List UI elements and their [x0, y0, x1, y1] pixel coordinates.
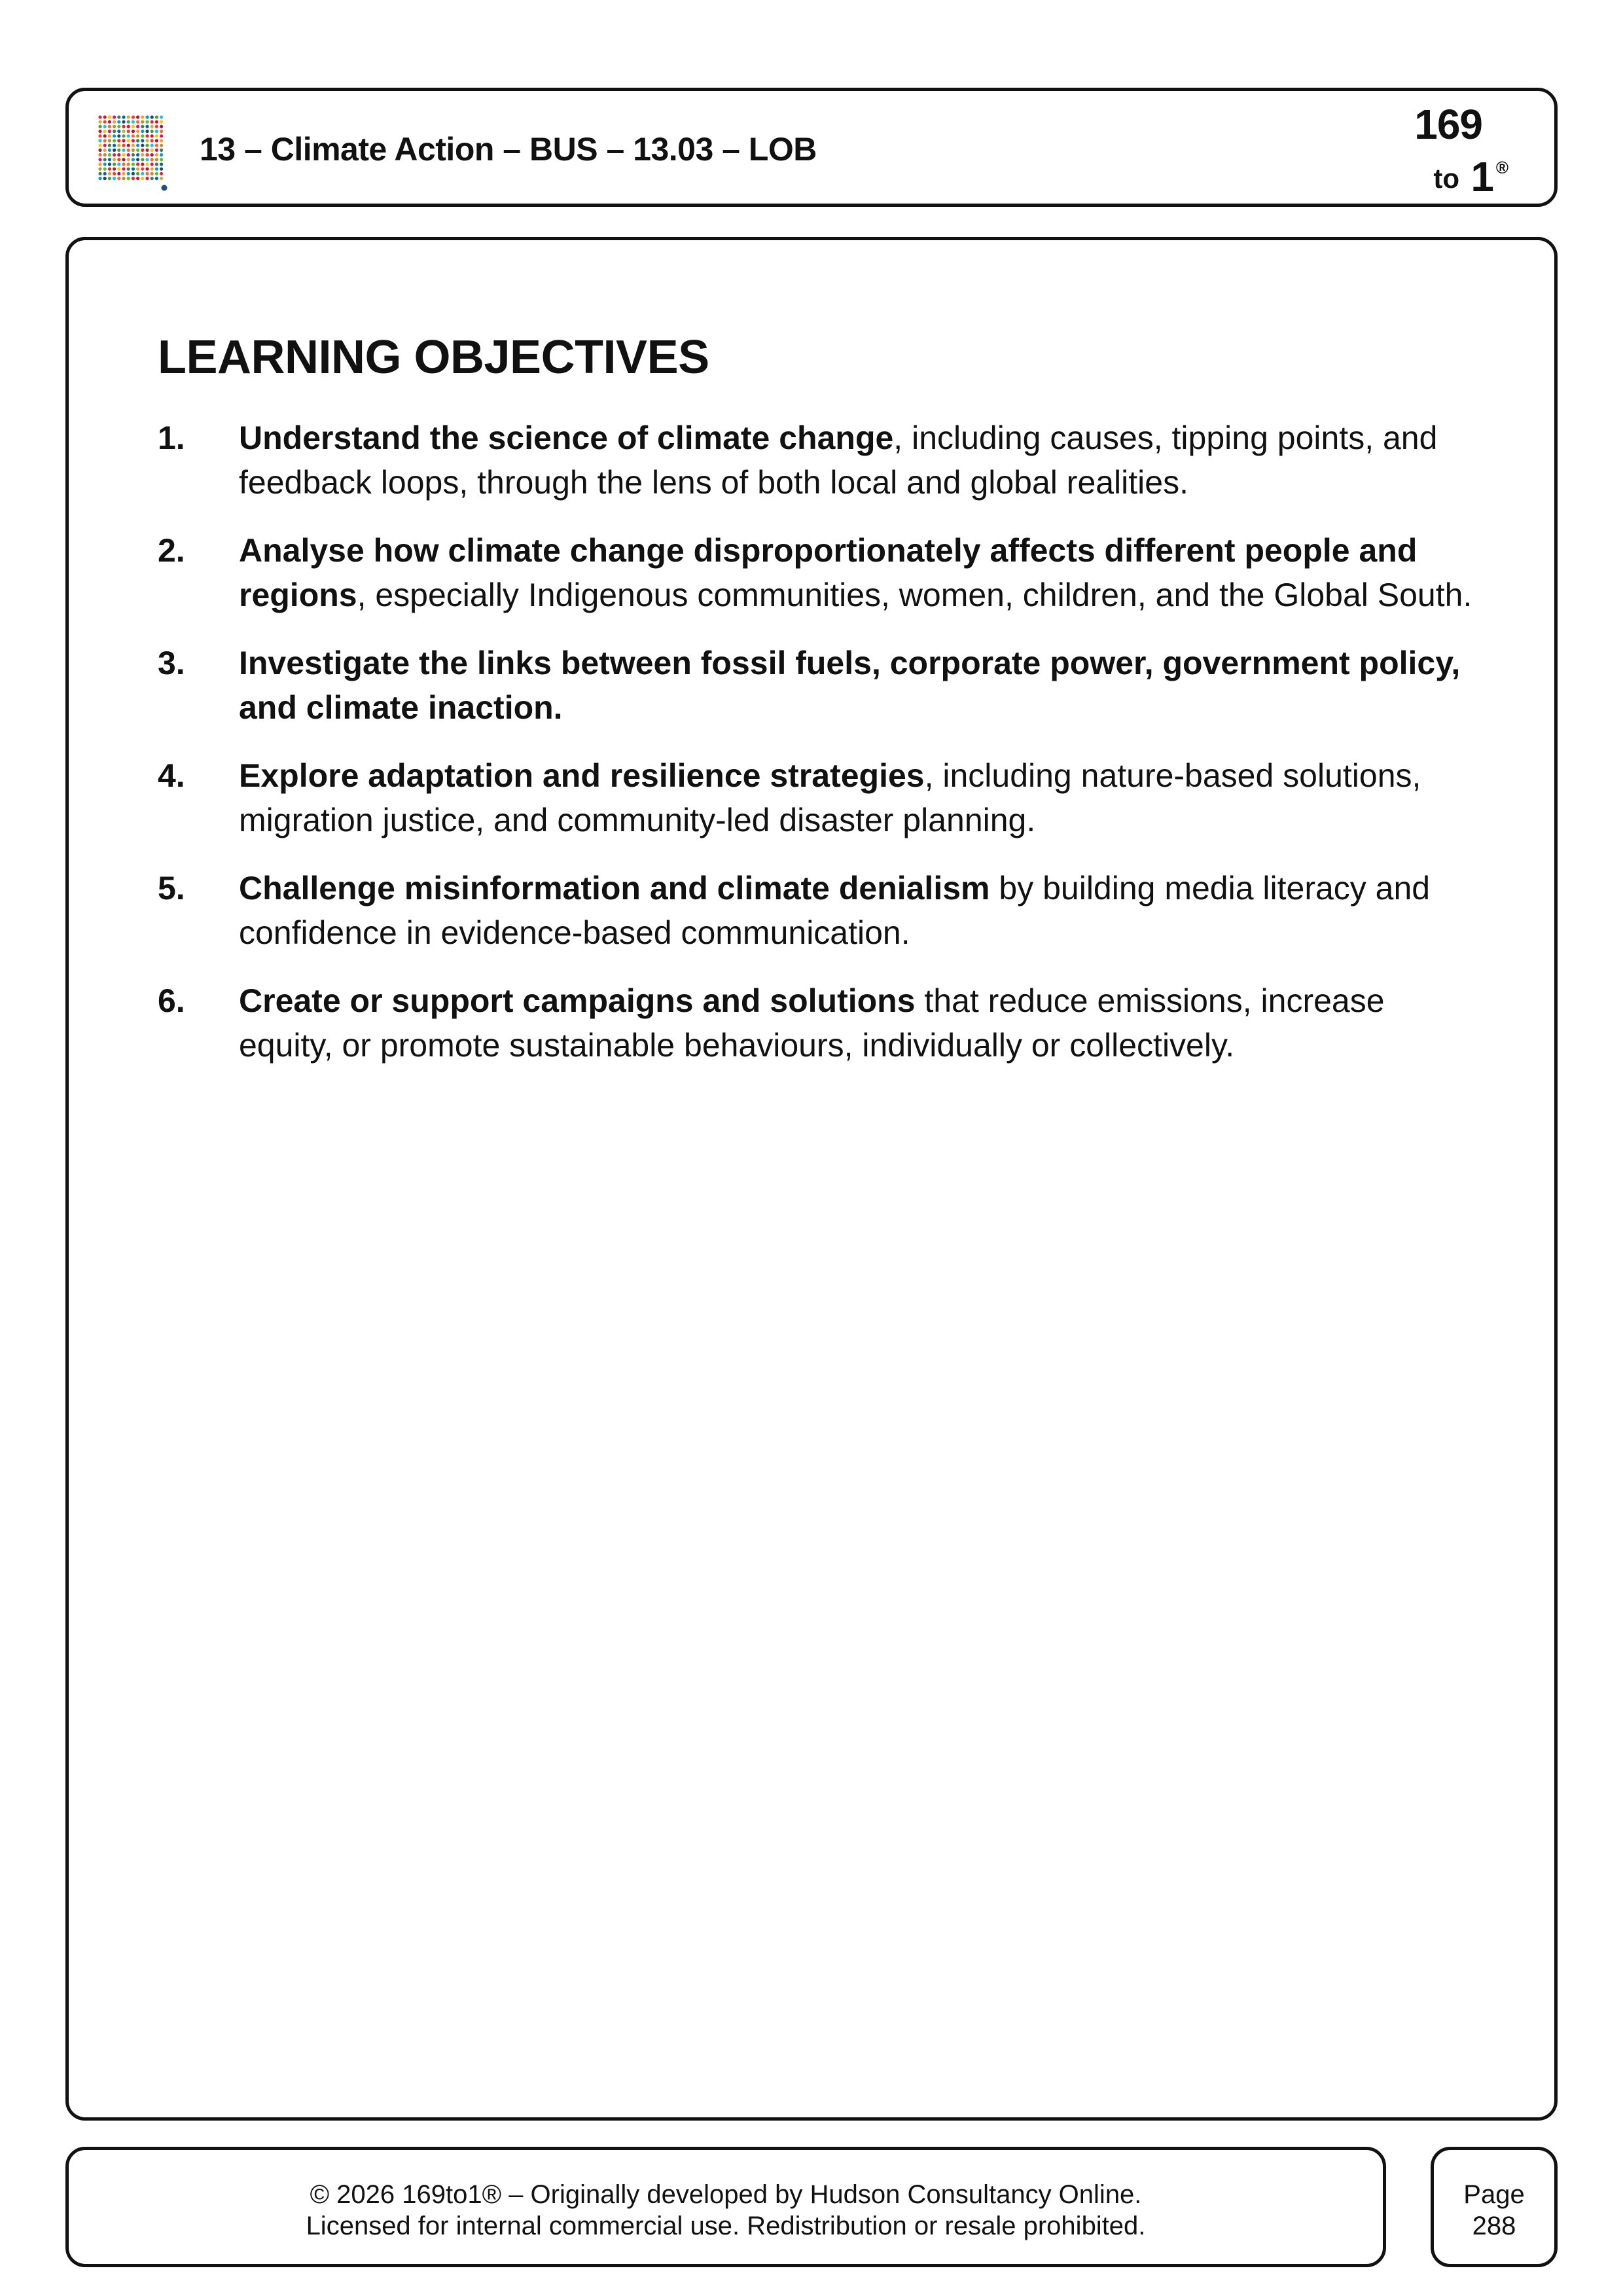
sdg-dot-grid-logo-icon	[96, 113, 168, 192]
page-header	[65, 88, 1558, 207]
objective-bold-text: Explore adaptation and resilience strategies	[239, 757, 925, 794]
objective-text: that reduce emissions, increase equity, or promote sustainable behaviours, individually or collectively.	[239, 982, 1385, 1064]
objective-bold-text: Investigate the links between fossil fuels, corporate power, government policy, and climate inaction.	[239, 645, 1461, 726]
page-label: Page	[1463, 2180, 1525, 2209]
section-title: LEARNING OBJECTIVES	[158, 331, 709, 384]
objective-bold-text: Understand the science of climate change	[239, 420, 894, 456]
brand-number: 169	[1414, 101, 1482, 148]
objective-text: , especially Indigenous communities, women, children, and the Global South.	[357, 577, 1472, 613]
page-number-box	[1431, 2147, 1558, 2267]
objective-text: by building media literacy and confidence in evidence-based communication.	[239, 870, 1431, 951]
footer-text	[69, 2179, 1383, 2242]
objective-number: 1.	[158, 420, 185, 456]
license-line: Licensed for internal commercial use. Redistribution or resale prohibited.	[306, 2212, 1146, 2240]
objective-bold-text: Analyse how climate change disproportionately affects different people and regions	[239, 532, 1418, 613]
page-number-text	[1434, 2179, 1554, 2242]
page-number: 288	[1472, 2212, 1516, 2240]
objective-bold-text: Create or support campaigns and solutions	[239, 982, 916, 1019]
content-panel	[65, 237, 1558, 2121]
objective-item	[158, 416, 1486, 505]
copyright-line: © 2026 169to1® – Originally developed by Hudson Consultancy Online.	[310, 2180, 1142, 2209]
brand-logo	[1378, 98, 1508, 204]
objective-number: 6.	[158, 982, 185, 1019]
objective-text: , including nature-based solutions, migration justice, and community-led disaster planning.	[239, 757, 1421, 838]
objective-number: 3.	[158, 645, 185, 681]
header-title: 13 – Climate Action – BUS – 13.03 – LOB	[200, 131, 817, 168]
brand-one: 1	[1471, 153, 1494, 200]
objective-item	[158, 753, 1486, 842]
objective-number: 4.	[158, 757, 185, 794]
objective-number: 5.	[158, 870, 185, 906]
objective-number: 2.	[158, 532, 185, 569]
objective-bold-text: Challenge misinformation and climate denialism	[239, 870, 990, 906]
objective-item	[158, 978, 1486, 1067]
objective-item	[158, 866, 1486, 955]
objectives-list	[158, 416, 1486, 1091]
objective-text: , including causes, tipping points, and feedback loops, through the lens of both local and global realities.	[239, 420, 1438, 501]
objective-item	[158, 528, 1486, 617]
objective-item	[158, 641, 1486, 730]
brand-registered-mark: ®	[1495, 158, 1508, 177]
brand-to: to	[1433, 163, 1459, 194]
page-footer	[65, 2147, 1386, 2267]
